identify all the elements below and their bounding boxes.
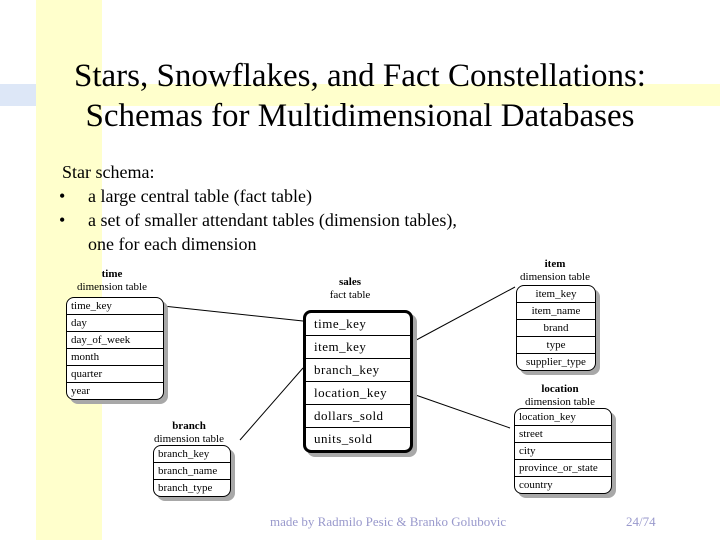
slide-title-line-2: Schemas for Multidimensional Databases bbox=[85, 98, 635, 134]
item-dimension-table bbox=[516, 285, 596, 371]
location-table-caption bbox=[512, 383, 608, 409]
item-field: supplier_type bbox=[517, 353, 595, 370]
branch-field: branch_key bbox=[158, 448, 210, 460]
connector-time-sales bbox=[163, 306, 303, 321]
sales-table-name: sales bbox=[339, 276, 361, 288]
item-table-caption bbox=[510, 258, 600, 284]
time-table-caption bbox=[62, 268, 162, 294]
time-table-name: time bbox=[101, 268, 123, 280]
branch-table-caption bbox=[144, 420, 234, 446]
bullet-item-1-text: a large central table (fact table) bbox=[88, 186, 313, 206]
bullet-icon: • bbox=[59, 186, 66, 206]
bullet-item-2-text: a set of smaller attendant tables (dimension tables), bbox=[88, 210, 457, 230]
bullet-item-2-continuation: one for each dimension bbox=[88, 234, 257, 254]
item-table-kind: dimension table bbox=[520, 271, 590, 283]
item-field: type bbox=[517, 336, 595, 353]
sales-field: location_key bbox=[306, 381, 410, 404]
item-table-name: item bbox=[544, 258, 566, 270]
location-field: country bbox=[515, 476, 611, 493]
location-field: province_or_state bbox=[515, 459, 611, 476]
time-field: time_key bbox=[71, 300, 112, 312]
time-field: quarter bbox=[67, 365, 163, 382]
slide-title-line-1: Stars, Snowflakes, and Fact Constellations: bbox=[74, 58, 646, 94]
time-field: day_of_week bbox=[67, 331, 163, 348]
time-field: day bbox=[67, 314, 163, 331]
location-field: city bbox=[515, 442, 611, 459]
sales-table-kind: fact table bbox=[329, 289, 371, 301]
item-field: item_name bbox=[517, 302, 595, 319]
location-field: location_key bbox=[519, 411, 576, 423]
item-field: item_key bbox=[535, 288, 577, 300]
sales-table-caption bbox=[310, 276, 390, 302]
bullet-icon: • bbox=[59, 210, 66, 230]
time-field: month bbox=[67, 348, 163, 365]
connector-item-sales bbox=[407, 287, 515, 345]
footer-credit: made by Radmilo Pesic & Branko Golubovic bbox=[270, 514, 507, 529]
page-number: 24/74 bbox=[626, 514, 656, 529]
connector-location-sales bbox=[407, 392, 510, 428]
branch-dimension-table bbox=[153, 445, 231, 497]
location-table-kind: dimension table bbox=[525, 396, 595, 408]
location-table-name: location bbox=[541, 383, 579, 395]
branch-table-name: branch bbox=[172, 420, 206, 432]
time-field: year bbox=[67, 382, 163, 399]
location-field: street bbox=[515, 425, 611, 442]
item-field: brand bbox=[517, 319, 595, 336]
sales-field: time_key bbox=[314, 316, 367, 331]
intro-heading: Star schema: bbox=[62, 162, 155, 182]
sales-field: units_sold bbox=[306, 427, 410, 450]
time-dimension-table bbox=[66, 297, 164, 400]
sales-fact-table bbox=[303, 310, 413, 453]
sales-field: item_key bbox=[306, 335, 410, 358]
time-table-kind: dimension table bbox=[77, 281, 147, 293]
branch-table-kind: dimension table bbox=[154, 433, 224, 445]
branch-field: branch_type bbox=[154, 479, 230, 496]
branch-field: branch_name bbox=[154, 462, 230, 479]
sales-field: branch_key bbox=[306, 358, 410, 381]
connector-branch-sales bbox=[240, 368, 303, 440]
sales-field: dollars_sold bbox=[306, 404, 410, 427]
location-dimension-table bbox=[514, 408, 612, 494]
